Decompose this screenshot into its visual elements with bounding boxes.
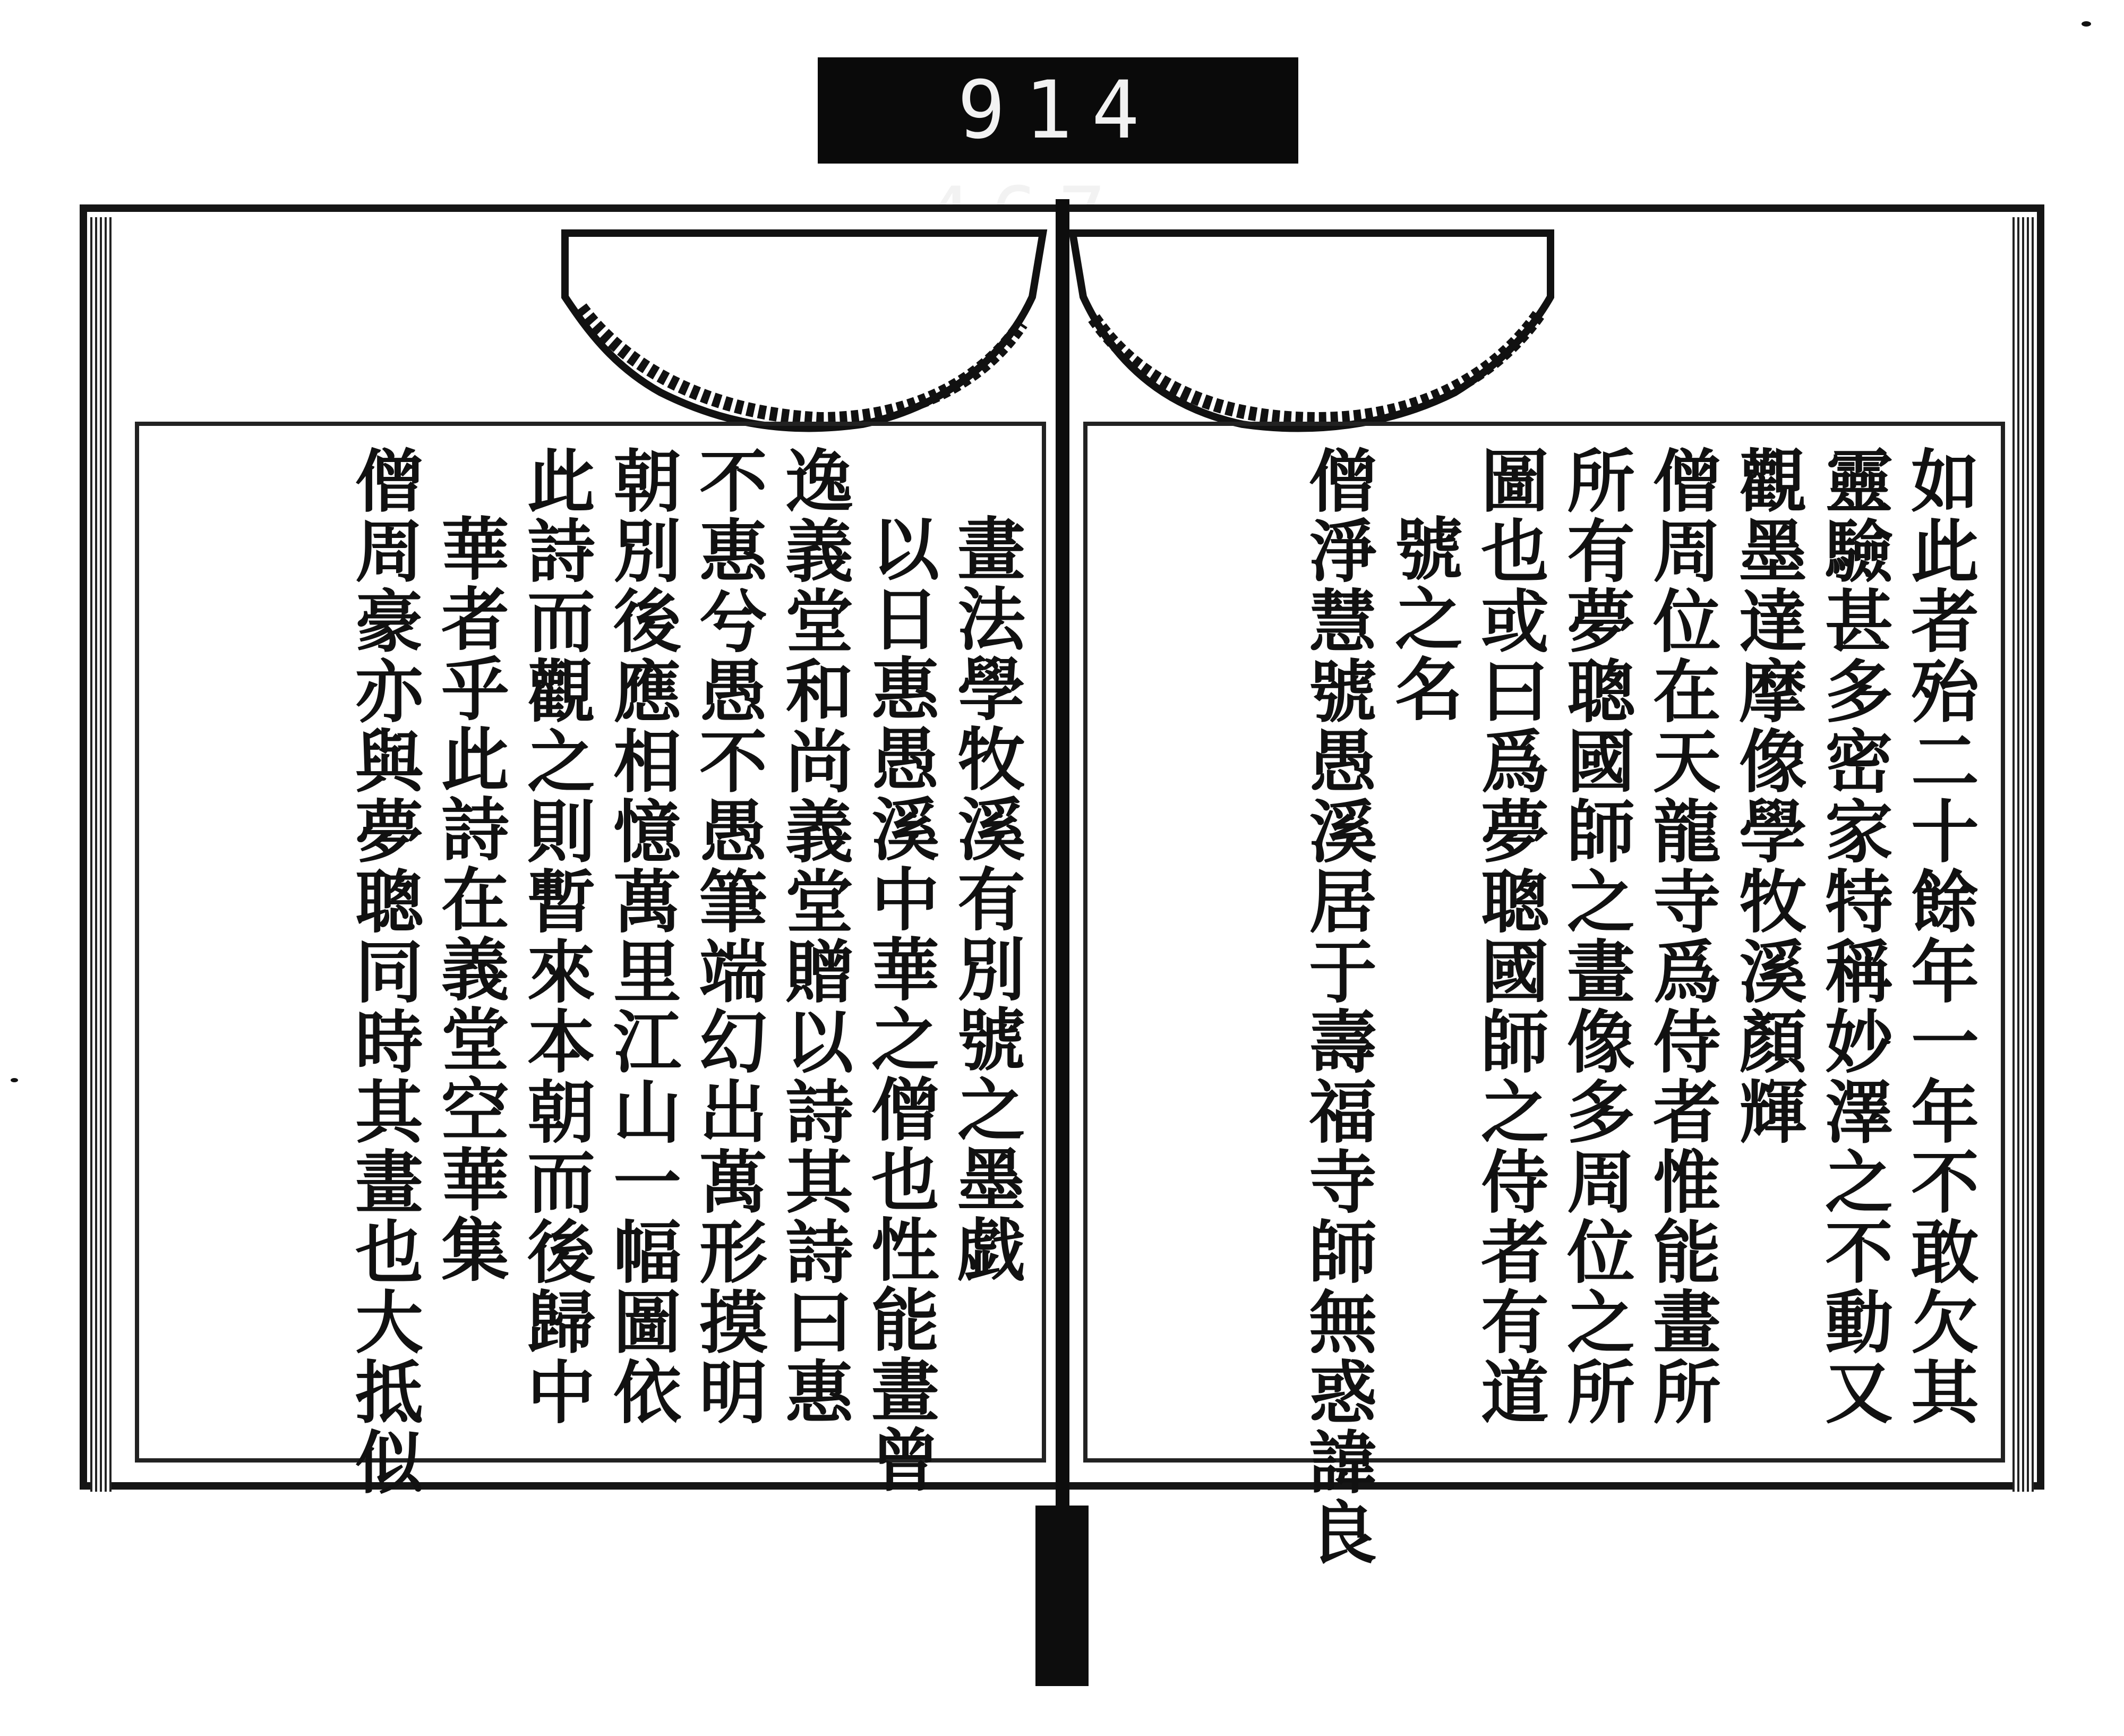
open-book bbox=[80, 204, 2044, 1567]
ink-speck bbox=[2082, 21, 2091, 27]
text-column: 僧淨慧號愚溪居于壽福寺師無惑諱良 bbox=[1297, 446, 1377, 1567]
text-column: 僧周位在天龍寺爲侍者惟能畫所 bbox=[1641, 446, 1721, 1427]
text-column: 圖也或曰爲夢聰國師之侍者有道 bbox=[1469, 446, 1549, 1427]
book-gutter bbox=[1056, 199, 1069, 1654]
burn-damage-left bbox=[565, 233, 1043, 435]
right-page bbox=[1062, 204, 2044, 1567]
text-column: 逸義堂和尚義堂贈以詩其詩曰惠 bbox=[774, 446, 853, 1427]
text-column: 靈驗甚多密家特稱妙澤之不動又 bbox=[1813, 446, 1893, 1427]
text-column: 華者乎此詩在義堂空華集 bbox=[430, 514, 509, 1285]
left-fore-edge bbox=[90, 217, 112, 1492]
text-column: 觀墨達摩像學牧溪顏輝 bbox=[1727, 446, 1807, 1147]
text-column: 以日惠愚溪中華之僧也性能畫曾 bbox=[860, 514, 939, 1495]
text-column: 僧周豪亦與夢聰同時其畫也大抵似 bbox=[344, 446, 423, 1497]
right-text-columns bbox=[1297, 446, 1979, 1567]
text-column: 如此者殆二十餘年一年不敢欠其 bbox=[1899, 446, 1979, 1427]
text-column: 朝別後應相憶萬里江山一幅圖依 bbox=[602, 446, 681, 1427]
text-column: 畫法學牧溪有別號之墨戯 bbox=[946, 514, 1025, 1285]
ink-speck bbox=[11, 1078, 18, 1082]
text-column: 號之名 bbox=[1383, 514, 1463, 724]
gutter-tab bbox=[1035, 1506, 1089, 1686]
left-text-columns bbox=[344, 446, 1025, 1497]
text-column: 不惠兮愚不愚筆端幻出萬形摸明 bbox=[688, 446, 767, 1427]
text-column: 此詩而觀之則暫來本朝而後歸中 bbox=[516, 446, 595, 1427]
burn-damage-right bbox=[1073, 233, 1551, 435]
text-column: 所有夢聰國師之畫像多周位之所 bbox=[1555, 446, 1635, 1427]
right-fore-edge bbox=[2012, 217, 2034, 1492]
catalog-number-label: 914 bbox=[818, 57, 1298, 164]
left-page bbox=[80, 204, 1062, 1497]
